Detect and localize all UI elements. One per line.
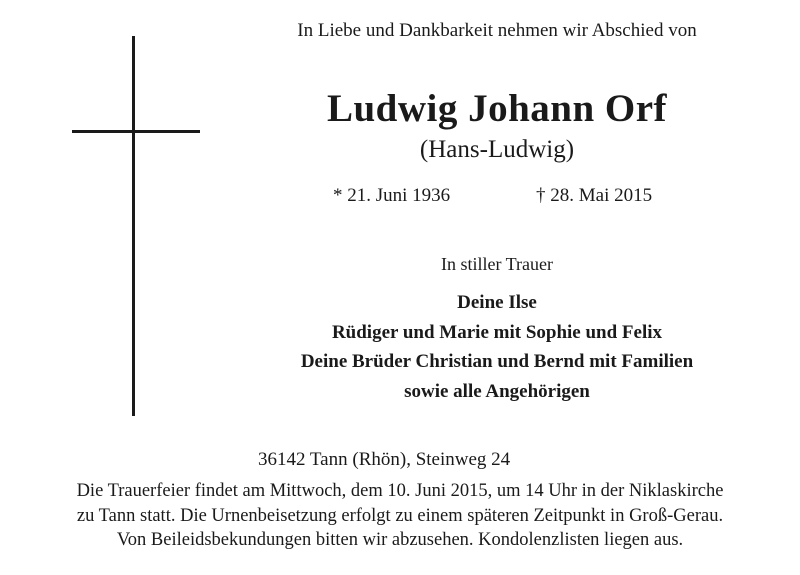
details-line: Die Trauerfeier findet am Mittwoch, dem 10. Juni 2015, um 14 Uhr in der Niklaskirche — [76, 481, 724, 501]
mourner-line: Deine Brüder Christian und Bernd mit Familien — [300, 351, 694, 372]
mourning-line: In stiller Trauer — [441, 254, 553, 274]
birth-date: * 21. Juni 1936 — [333, 185, 451, 206]
details-line: zu Tann statt. Die Urnenbeisetzung erfolgt zu einem späteren Zeitpunkt in Groß-Gerau. — [76, 505, 724, 526]
nickname: (Hans-Ludwig) — [419, 136, 575, 163]
mourner-line: Rüdiger und Marie mit Sophie und Felix — [331, 321, 663, 343]
deceased-name: Ludwig Johann Orf — [326, 87, 668, 130]
ceremony-details — [0, 479, 800, 553]
death-date: † 28. Mai 2015 — [536, 185, 653, 206]
cross-icon — [72, 36, 200, 416]
address: 36142 Tann (Rhön), Steinweg 24 — [258, 449, 511, 470]
mourner-line: Deine Ilse — [457, 292, 537, 313]
mourner-line: sowie alle Angehörigen — [404, 380, 590, 402]
mourners-list — [232, 288, 762, 406]
details-line: Von Beileidsbekundungen bitten wir abzusehen. Kondolenzlisten liegen aus. — [116, 530, 684, 550]
intro-text: In Liebe und Dankbarkeit nehmen wir Abschied von — [297, 20, 697, 41]
